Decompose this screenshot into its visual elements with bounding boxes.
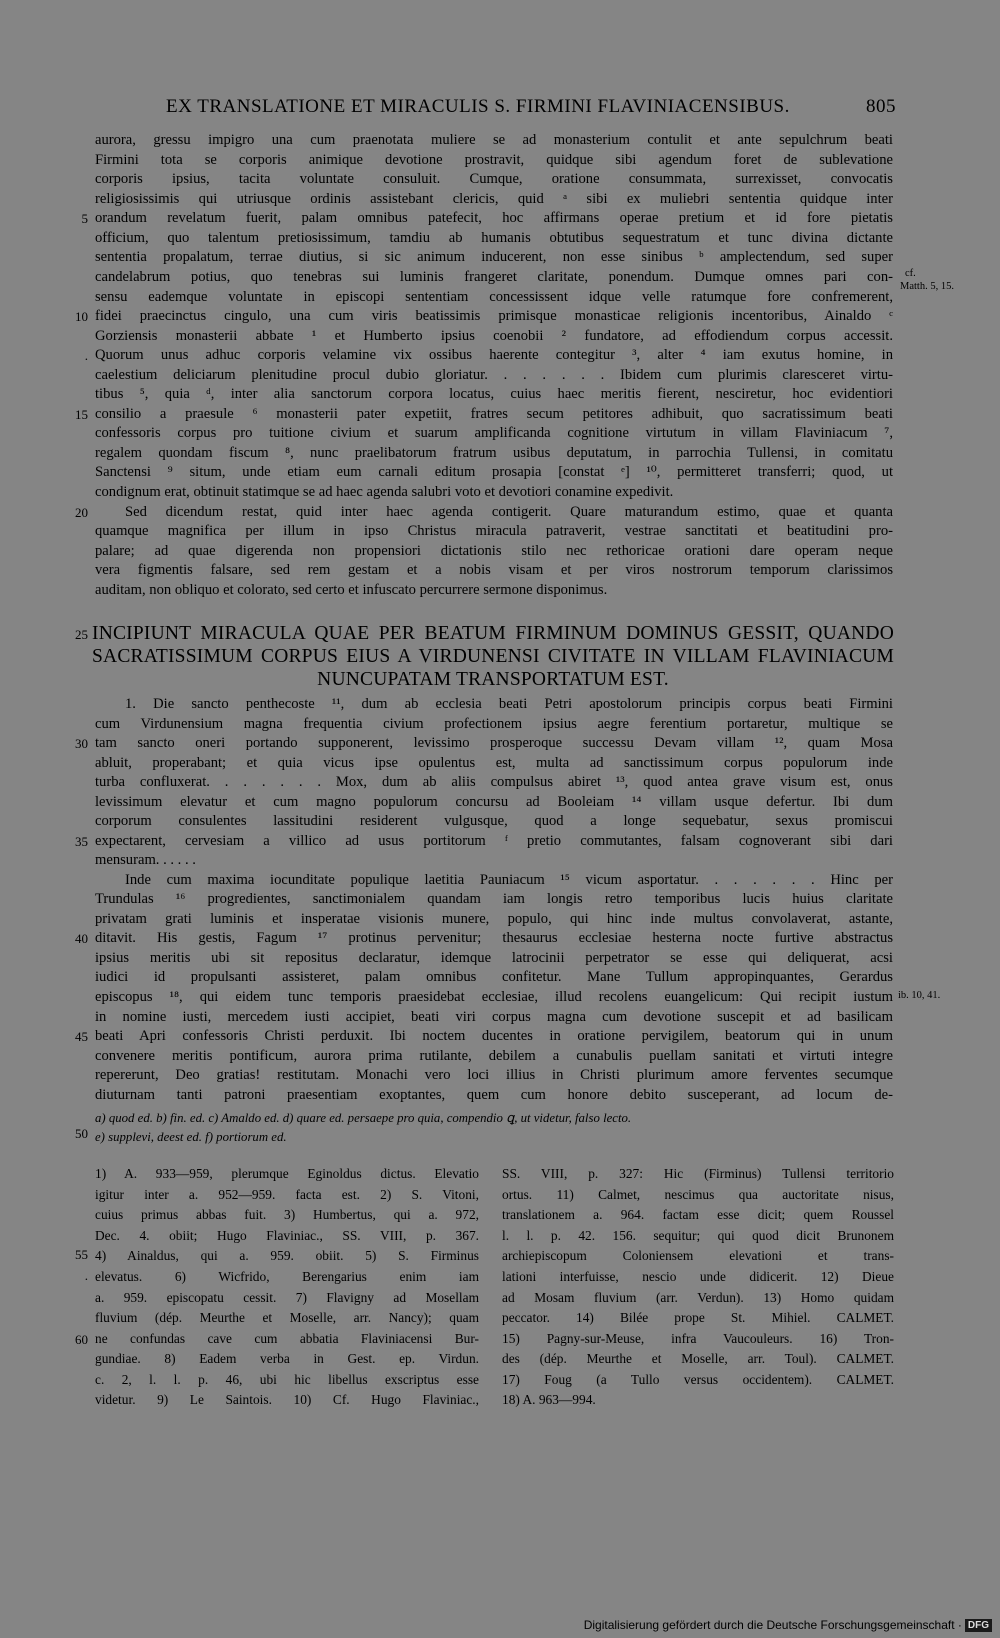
body-line: corporum consulentes lassitudini residerent vulgusque, quod a longe sequebatur, sexus promiscui bbox=[95, 813, 893, 829]
funding-footer bbox=[584, 1618, 992, 1632]
body-line: orandum revelatum fuerit, palam omnibus patefecit, hoc affirmans operae pretium et id fore pietatis bbox=[95, 210, 893, 226]
body-line: Quorum unus adhuc corporis velamine vix ossibus haerente contegitur ³, alter ⁴ iam exutus homine, in bbox=[95, 347, 893, 363]
running-title: EX TRANSLATIONE ET MIRACULIS S. FIRMINI FLAVINIACENSIBUS. bbox=[166, 96, 790, 117]
footnote-line: archiepiscopum Coloniensem elevationi et trans- bbox=[502, 1248, 894, 1263]
line-number: 15 bbox=[75, 407, 88, 422]
line-number: . bbox=[84, 1268, 88, 1283]
body-line: Trundulas ¹⁶ progredientes, sanctimonialem quandam iam longis retro temporibus lucis huius claritate bbox=[95, 891, 893, 907]
footnote-line: videtur. 9) Le Saintois. 10) Cf. Hugo Flaviniac., bbox=[95, 1392, 479, 1407]
body-line: 1. Die sancto penthecoste ¹¹, dum ab ecclesia beati Petri apostolorum principis corpus beati Firmini bbox=[125, 696, 893, 712]
footnote-line: translationem a. 964. factam esse dicit; quem Roussel bbox=[502, 1207, 894, 1222]
margin-note-matth: Matth. 5, 15. bbox=[900, 281, 954, 292]
footnote-line: ad Mosam fluvium (arr. Verdun). 13) Homo quidam bbox=[502, 1290, 894, 1305]
footnote-line: 1) A. 933—959, plerumque Eginoldus dictus. Elevatio bbox=[95, 1166, 479, 1181]
body-line: cum Virdunensium magna frequentia civium profectionem ipsius aegre ferentium portaretur, multique se bbox=[95, 716, 893, 732]
page-number: 805 bbox=[866, 96, 896, 117]
body-line: expectarent, cervesiam a villico ad usus portitorum ᶠ pretio commutantes, falsam cognoverant sibi dari bbox=[95, 833, 893, 849]
body-line: privatam grati luminis et insperatae visionis munere, populo, qui hinc inde multus convolaverat, astante, bbox=[95, 911, 893, 927]
body-line: in nomine iusti, mercedem iusti accipiet, beati viri corpus magna cum devotione suscepit et ad basilicam bbox=[95, 1009, 893, 1025]
body-line: officium, quo talentum pretiosissimum, tamdiu ab humanis obtutibus sequestratum et tunc divina dictante bbox=[95, 230, 893, 246]
body-line: episcopus ¹⁸, qui eidem tunc temporis praesidebat ecclesiae, illud recolens euangelicum: Qui recipit iustum bbox=[95, 989, 893, 1005]
footnote-line: c. 2, l. l. p. 46, ubi hic libellus exscriptus esse bbox=[95, 1372, 479, 1387]
footnote-line: elevatus. 6) Wicfrido, Berengarius enim iam bbox=[95, 1269, 479, 1284]
line-number: 40 bbox=[75, 931, 88, 946]
body-line: fidei praecinctus cingulo, una cum viris beatissimis primisque monasticae religionis incentoribus, Ainaldo ᶜ bbox=[95, 308, 893, 324]
body-line: vera figmentis falsare, sed rem gestam et a nobis visam et per viros nostrorum temporum clarissimos bbox=[95, 562, 893, 578]
line-number: 10 bbox=[75, 309, 88, 324]
footnote-line: lationi interfuisse, nescio unde didicerit. 12) Dieue bbox=[502, 1269, 894, 1284]
body-line: condignum erat, obtinuit statimque se ad haec agenda salubri voto et devotiori conamine expedivit. bbox=[95, 484, 674, 500]
footnote-line: peccator. 14) Bilée prope St. Mihiel. CALMET. bbox=[502, 1310, 894, 1325]
footnote-line: igitur inter a. 952—959. facta est. 2) S. Vitoni, bbox=[95, 1187, 479, 1202]
body-line: levissimum elevatur et cum magno populorum concursu ad Booleiam ¹⁴ villam usque defertur. Ibi dum bbox=[95, 794, 893, 810]
critical-note-line: a) quod ed. b) fin. ed. c) Amaldo ed. d) quare ed. persaepe pro quia, compendio ꝗ, ut videtur, falso lecto. bbox=[95, 1111, 632, 1125]
body-line: ipsius meritis ubi sit repositus declaratur, idemque latrocinii perpetrator se esse qui deliquerat, acsi bbox=[95, 950, 893, 966]
section-heading-line: NUNCUPATAM TRANSPORTATUM EST. bbox=[317, 669, 669, 690]
line-number: 25 bbox=[75, 627, 88, 642]
body-line: abluit, properabant; et quia vicus ipse opulentus est, multa ad sanctissimum corpus populorum inde bbox=[95, 755, 893, 771]
body-line: religiosissimis qui utriusque ordinis assistebant clericis, quid ᵃ sibi ex muliebri sententia quidque inter bbox=[95, 191, 893, 207]
body-line: diuturnam tanti patroni praesentiam exoptantes, quem cum honore debito susceperant, ad locum de- bbox=[95, 1087, 893, 1103]
footnote-line: cuius primus abbas fuit. 3) Humbertus, qui a. 972, bbox=[95, 1207, 479, 1222]
body-line: consilio a praesule ⁶ monasterii pater expetiit, fratres secum petitores adhibuit, quo sacratissimum beati bbox=[95, 406, 893, 422]
section-heading-line: SACRATISSIMUM CORPUS EIUS A VIRDUNENSI CIVITATE IN VILLAM FLAVINIACUM bbox=[92, 646, 894, 667]
body-line: tam sancto oneri portando supponerent, levissimo prosperoque successu Devam villam ¹², quam Mosa bbox=[95, 735, 893, 751]
body-line: ditavit. His gestis, Fagum ¹⁷ protinus pervenitur; thesaurus ecclesiae hesterna nocte furtive abstractus bbox=[95, 930, 893, 946]
body-line: Inde cum maxima iocunditate populique laetitia Pauniacum ¹⁵ vicum asportatur. . . . . . . Hinc per bbox=[125, 872, 893, 888]
footnote-line: a. 959. episcopatu cessit. 7) Flavigny ad Mosellam bbox=[95, 1290, 479, 1305]
body-line: aurora, gressu impigro una cum praenotata muliere se ad monasterium contulit et ante sepulchrum beati bbox=[95, 132, 893, 148]
line-number: . bbox=[84, 348, 88, 363]
body-line: quamque magnifica per illum in ipso Christus miracula patraverit, vestrae sanctitati et beatitudini pro- bbox=[95, 523, 893, 539]
margin-note-ib: ib. 10, 41. bbox=[898, 990, 941, 1001]
body-line: tibus ⁵, quia ᵈ, inter alia sanctorum corpora locatus, cuius haec meritis fierent, nesciretur, hoc evidentiori bbox=[95, 386, 893, 402]
line-number: 35 bbox=[75, 834, 88, 849]
line-number: 45 bbox=[75, 1029, 88, 1044]
footnote-line: SS. VIII, p. 327: Hic (Firminus) Tullensi territorio bbox=[502, 1166, 894, 1181]
body-line: palare; ad quae digerenda non propensiori dictationis stilo nec rethoricae orationi dare operam neque bbox=[95, 543, 893, 559]
body-line: repererunt, Deo gratias! restitutam. Monachi vero loci illius in Christi plurimum amore ferventes secumque bbox=[95, 1067, 893, 1083]
body-line: iudici id propulsanti assisteret, palam omnibus confitetur. Mane Tullum appropinquantes, Gerardus bbox=[95, 969, 893, 985]
section-heading-line: INCIPIUNT MIRACULA QUAE PER BEATUM FIRMINUM DOMINUS GESSIT, QUANDO bbox=[92, 623, 894, 644]
footnote-line: ne confundas cave cum abbatia Flaviniacensi Bur- bbox=[95, 1331, 479, 1346]
margin-note-cf: cf. bbox=[905, 268, 916, 279]
body-line: regalem quondam fiscum ⁸, nunc praelibatorum fratrum usibus deputatum, in parrochia Tullensi, in comitatu bbox=[95, 445, 893, 461]
footnote-line: l. l. p. 42. 156. sequitur; qui quod dicit Brunonem bbox=[502, 1228, 894, 1243]
footnote-line: 4) Ainaldus, qui a. 959. obiit. 5) S. Firminus bbox=[95, 1248, 479, 1263]
body-line: sensu eademque voluntate in episcopi sententiam concessissent idque velle ratumque fore confremerent, bbox=[95, 289, 893, 305]
body-line: beati Apri confessoris Christi perduxit. Ibi noctem ducentes in oratione pervigilem, beatorum qui in unum bbox=[95, 1028, 893, 1044]
line-number: 50 bbox=[75, 1126, 88, 1141]
line-number: 60 bbox=[75, 1332, 88, 1347]
footnote-line: Dec. 4. obiit; Hugo Flaviniac., SS. VIII, p. 367. bbox=[95, 1228, 479, 1243]
body-line: Gorziensis monasterii abbate ¹ et Humberto ipsius coenobii ² fundatore, ad effodiendum corpus accessit. bbox=[95, 328, 893, 344]
footnote-line: fluvium (dép. Meurthe et Moselle, arr. Nancy); quam bbox=[95, 1310, 479, 1325]
footnote-line: 17) Foug (a Tullo versus occidentem). CALMET. bbox=[502, 1372, 894, 1387]
body-line: Firmini tota se corporis animique devotione prostravit, quidque sibi agendum foret de sublevatione bbox=[95, 152, 893, 168]
body-line: Sanctensi ⁹ situm, unde etiam eum carnali editum prosapia [constat ᵉ] ¹⁰, permitteret transferri; quod, ut bbox=[95, 464, 893, 480]
footnote-line: 18) A. 963—994. bbox=[502, 1392, 596, 1407]
body-line: sententia propalatum, terrae diutius, si sic animum inducerent, non esse sinibus ᵇ amplectendum, sed super bbox=[95, 249, 893, 265]
body-line: confessoris corpus pro tuitione civium et suarum amplificanda cognitione virtutum in villam Flaviniacum ⁷, bbox=[95, 425, 893, 441]
body-line: Sed dicendum restat, quid inter haec agenda contigerit. Quare maturandum estimo, quae et quanta bbox=[125, 504, 893, 520]
body-line: caelestium deliciarum plenitudine procul dubio gloriatur. . . . . . . Ibidem cum plurimis claresceret virtu- bbox=[95, 367, 893, 383]
line-number: 55 bbox=[75, 1247, 88, 1262]
body-line: convenere meritis pontificum, aurora prima rutilante, debilem a cunabulis puellam sanitati et virtuti integre bbox=[95, 1048, 893, 1064]
dfg-logo: DFG bbox=[965, 1619, 992, 1632]
body-line: turba confluxerat. . . . . . . Mox, dum ab aliis compulsus abiret ¹³, quod antea grave visum est, onus bbox=[95, 774, 893, 790]
funding-text: Digitalisierung gefördert durch die Deutsche Forschungsgemeinschaft · bbox=[583, 1617, 962, 1632]
body-line: auditam, non obliquo et colorato, sed certo et infuscato percurrere sermone disponimus. bbox=[95, 582, 608, 598]
body-line: mensuram. . . . . . bbox=[95, 852, 196, 868]
body-line: candelabrum potius, quo tenebras sui luminis frangeret claritate, ponendum. Dumque omnes pari con- bbox=[95, 269, 893, 285]
footnote-line: ortus. 11) Calmet, nescimus qua auctoritate nisus, bbox=[502, 1187, 894, 1202]
line-number: 5 bbox=[81, 211, 88, 226]
footnote-line: 15) Pagny-sur-Meuse, infra Vaucouleurs. 16) Tron- bbox=[502, 1331, 894, 1346]
footnote-line: des (dép. Meurthe et Moselle, arr. Toul). CALMET. bbox=[502, 1351, 894, 1366]
line-number: 30 bbox=[75, 736, 88, 751]
footnote-line: gundiae. 8) Eadem verba in Gest. ep. Virdun. bbox=[95, 1351, 479, 1366]
line-number: 20 bbox=[75, 505, 88, 520]
critical-note-line: e) supplevi, deest ed. f) portiorum ed. bbox=[95, 1130, 287, 1144]
body-line: corporis ipsius, tacita voluntate consuluit. Cumque, oratione consummata, surrexisset, convocatis bbox=[95, 171, 893, 187]
